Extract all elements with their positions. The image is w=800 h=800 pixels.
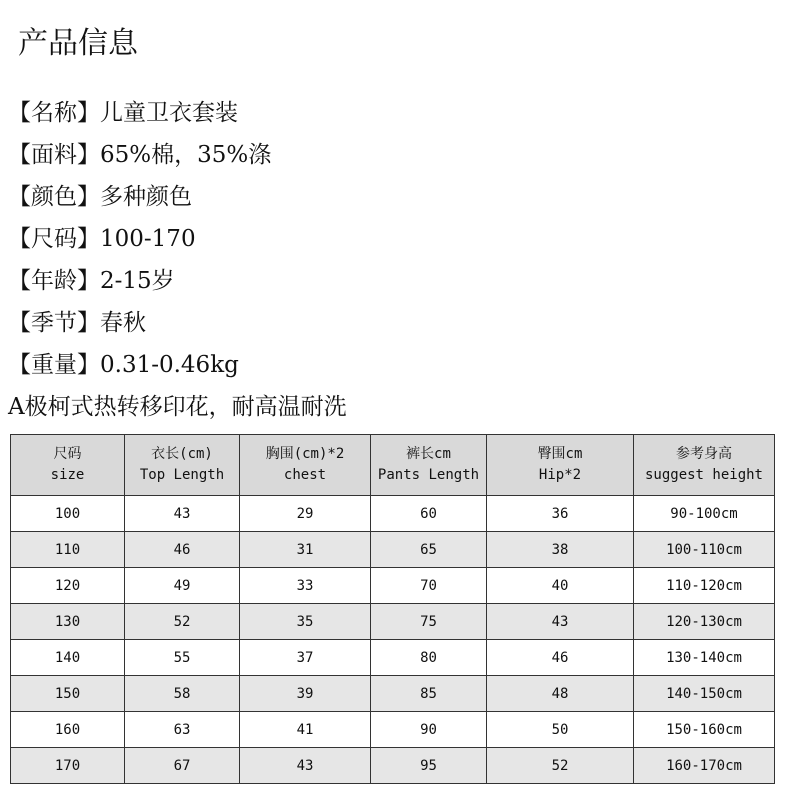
cell-chest: 39 xyxy=(240,676,371,712)
bracket-left: 【 xyxy=(8,184,31,210)
table-row xyxy=(11,532,775,568)
info-label: 面料 xyxy=(31,142,77,168)
cell-suggest-height: 100-110cm xyxy=(634,532,775,568)
cell-top-length: 52 xyxy=(125,604,240,640)
info-label: 颜色 xyxy=(31,184,77,210)
cell-size: 130 xyxy=(11,604,125,640)
table-row xyxy=(11,604,775,640)
table-header-row xyxy=(11,435,775,496)
bracket-left: 【 xyxy=(8,142,31,168)
cell-top-length: 43 xyxy=(125,496,240,532)
bracket-right: 】 xyxy=(77,226,100,252)
info-label: 季节 xyxy=(31,310,77,336)
table-row xyxy=(11,496,775,532)
header-chest: 胸围(cm)*2 chest xyxy=(240,435,371,496)
header-hip: 臀围cm Hip*2 xyxy=(487,435,634,496)
cell-top-length: 63 xyxy=(125,712,240,748)
info-label: 名称 xyxy=(31,100,77,126)
cell-hip: 38 xyxy=(487,532,634,568)
info-row-fabric xyxy=(8,134,271,176)
cell-size: 140 xyxy=(11,640,125,676)
cell-suggest-height: 120-130cm xyxy=(634,604,775,640)
cell-suggest-height: 140-150cm xyxy=(634,676,775,712)
bracket-left: 【 xyxy=(8,100,31,126)
info-row-age xyxy=(8,260,271,302)
info-row-weight xyxy=(8,344,271,386)
cell-pants-length: 90 xyxy=(371,712,487,748)
table-row xyxy=(11,568,775,604)
cell-top-length: 55 xyxy=(125,640,240,676)
cell-size: 170 xyxy=(11,748,125,784)
table-row xyxy=(11,748,775,784)
cell-suggest-height: 130-140cm xyxy=(634,640,775,676)
cell-suggest-height: 110-120cm xyxy=(634,568,775,604)
cell-top-length: 58 xyxy=(125,676,240,712)
product-info-list xyxy=(8,92,271,386)
page-title: 产品信息 xyxy=(18,26,138,61)
cell-hip: 50 xyxy=(487,712,634,748)
info-value: 儿童卫衣套装 xyxy=(100,100,238,126)
cell-top-length: 67 xyxy=(125,748,240,784)
cell-pants-length: 85 xyxy=(371,676,487,712)
cell-hip: 40 xyxy=(487,568,634,604)
bracket-left: 【 xyxy=(8,226,31,252)
cell-chest: 37 xyxy=(240,640,371,676)
info-value: 65%棉，35%涤 xyxy=(100,142,272,168)
cell-chest: 43 xyxy=(240,748,371,784)
info-value: 100-170 xyxy=(100,226,196,252)
cell-chest: 29 xyxy=(240,496,371,532)
cell-pants-length: 75 xyxy=(371,604,487,640)
cell-pants-length: 95 xyxy=(371,748,487,784)
table-row xyxy=(11,640,775,676)
info-row-size xyxy=(8,218,271,260)
print-note: A极柯式热转移印花，耐高温耐洗 xyxy=(8,394,347,420)
cell-chest: 41 xyxy=(240,712,371,748)
cell-pants-length: 80 xyxy=(371,640,487,676)
header-top-length: 衣长(cm) Top Length xyxy=(125,435,240,496)
cell-suggest-height: 90-100cm xyxy=(634,496,775,532)
info-row-color xyxy=(8,176,271,218)
info-value: 多种颜色 xyxy=(100,184,192,210)
cell-chest: 31 xyxy=(240,532,371,568)
bracket-right: 】 xyxy=(77,268,100,294)
bracket-right: 】 xyxy=(77,184,100,210)
header-pants-length: 裤长cm Pants Length xyxy=(371,435,487,496)
cell-pants-length: 60 xyxy=(371,496,487,532)
info-row-season xyxy=(8,302,271,344)
cell-hip: 36 xyxy=(487,496,634,532)
info-value: 0.31-0.46kg xyxy=(100,352,239,378)
header-size: 尺码 size xyxy=(11,435,125,496)
cell-hip: 48 xyxy=(487,676,634,712)
bracket-left: 【 xyxy=(8,352,31,378)
bracket-right: 】 xyxy=(77,142,100,168)
table-row xyxy=(11,712,775,748)
cell-hip: 52 xyxy=(487,748,634,784)
cell-suggest-height: 160-170cm xyxy=(634,748,775,784)
info-label: 重量 xyxy=(31,352,77,378)
size-chart-table xyxy=(10,434,775,784)
cell-size: 150 xyxy=(11,676,125,712)
cell-top-length: 49 xyxy=(125,568,240,604)
cell-size: 120 xyxy=(11,568,125,604)
info-value: 春秋 xyxy=(100,310,146,336)
bracket-right: 】 xyxy=(77,310,100,336)
cell-pants-length: 65 xyxy=(371,532,487,568)
info-label: 尺码 xyxy=(31,226,77,252)
cell-chest: 33 xyxy=(240,568,371,604)
table-row xyxy=(11,676,775,712)
header-suggest-height: 参考身高 suggest height xyxy=(634,435,775,496)
cell-size: 160 xyxy=(11,712,125,748)
cell-suggest-height: 150-160cm xyxy=(634,712,775,748)
cell-hip: 43 xyxy=(487,604,634,640)
cell-chest: 35 xyxy=(240,604,371,640)
bracket-left: 【 xyxy=(8,310,31,336)
info-value: 2-15岁 xyxy=(100,268,175,294)
cell-top-length: 46 xyxy=(125,532,240,568)
info-label: 年龄 xyxy=(31,268,77,294)
cell-hip: 46 xyxy=(487,640,634,676)
bracket-right: 】 xyxy=(77,100,100,126)
bracket-right: 】 xyxy=(77,352,100,378)
cell-size: 100 xyxy=(11,496,125,532)
bracket-left: 【 xyxy=(8,268,31,294)
cell-pants-length: 70 xyxy=(371,568,487,604)
cell-size: 110 xyxy=(11,532,125,568)
info-row-name xyxy=(8,92,271,134)
